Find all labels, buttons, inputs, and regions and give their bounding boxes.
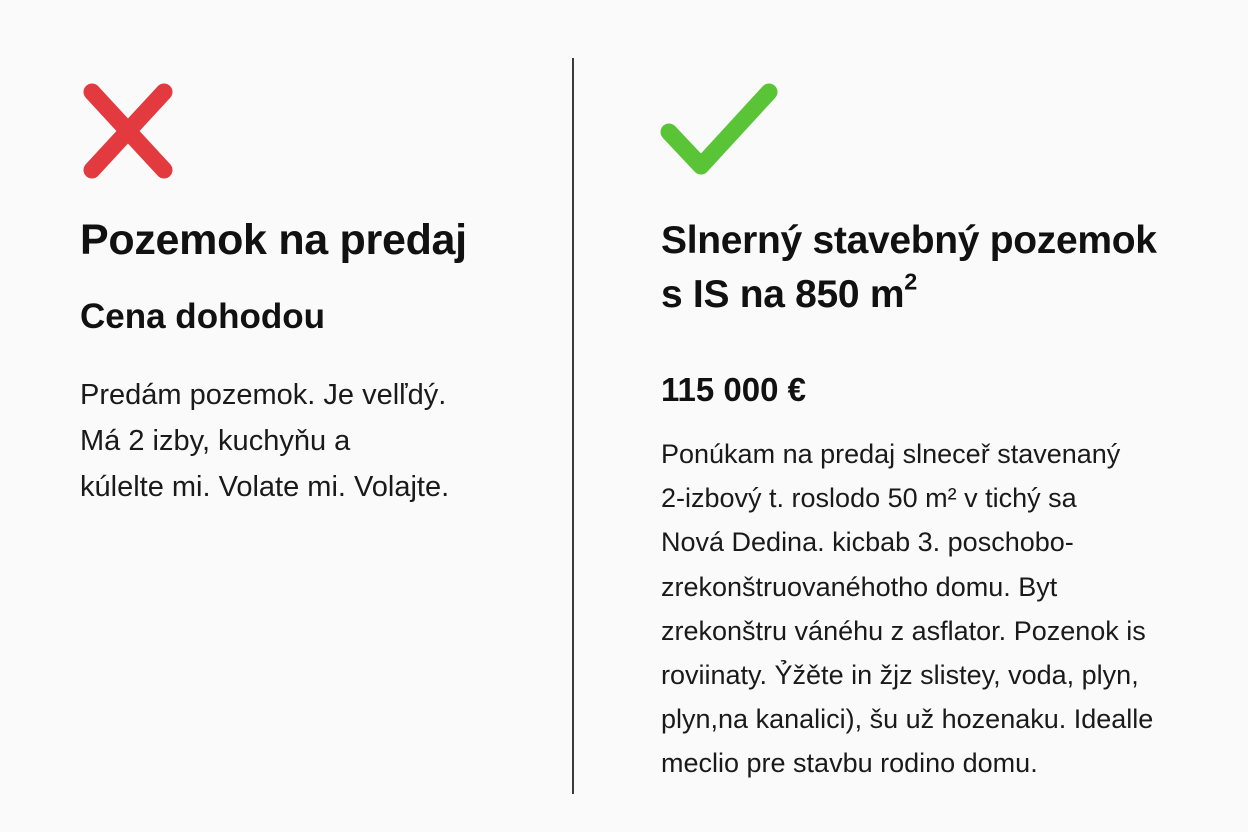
bad-listing-description: Predám pozemok. Je velľdý. Má 2 izby, kuchyňu a kúlelte mi. Volate mi. Volajte. xyxy=(80,379,450,503)
checkmark-icon xyxy=(657,80,781,180)
vertical-divider xyxy=(572,58,574,794)
square-meter-superscript: 2 xyxy=(904,268,917,295)
good-listing-description: Ponúkam na predaj slneceř stavenaný 2-izbový t. roslodo 50 m² v tichý sa Nová Dedina. kicbab 3. poschobo- zrekonštruovanéhotho domu. Byt zrekonštru vánéhu z asflator. Pozenok is roviinaty. Ỷžěte in žjz slistey, voda, plyn, plyn,na kanalici), šu už hozenaku. Idealle meclio pre stavbu rodino domu. xyxy=(661,439,1154,779)
good-listing-title-text: Slnerný stavebný pozemok s IS na 850 m xyxy=(661,219,1157,316)
bad-listing-price: Cena dohodou xyxy=(80,297,325,336)
bad-listing-title: Pozemok na predaj xyxy=(80,216,467,264)
cross-icon xyxy=(80,80,176,182)
good-listing-price: 115 000 € xyxy=(661,371,806,408)
bad-listing-panel xyxy=(80,0,550,832)
good-listing-panel xyxy=(661,0,1221,832)
good-listing-title xyxy=(661,214,1221,322)
